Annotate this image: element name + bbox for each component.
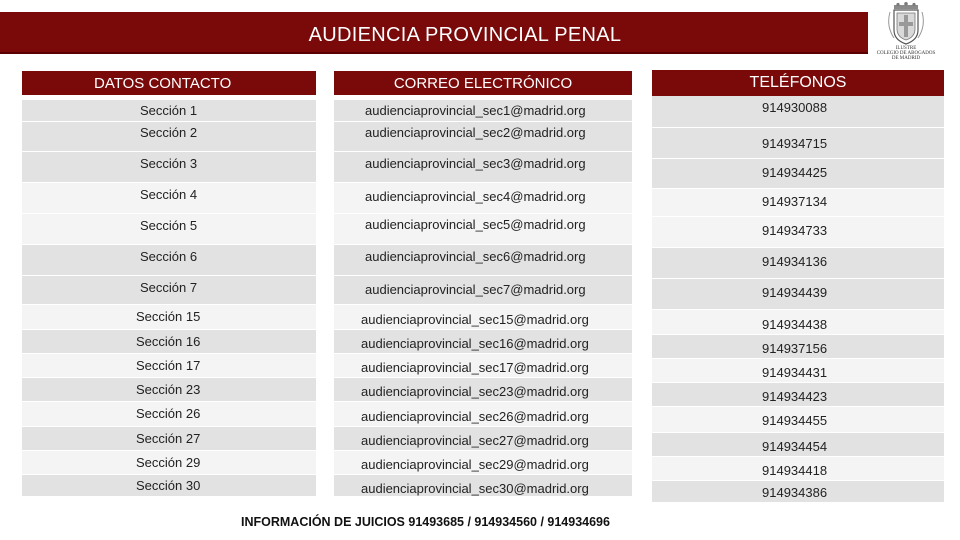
table-row bbox=[334, 245, 632, 276]
table-row bbox=[22, 305, 316, 330]
email-address: audienciaprovincial_sec15@madrid.org bbox=[361, 312, 589, 327]
email-address: audienciaprovincial_sec29@madrid.org bbox=[361, 457, 589, 472]
phone-number: 914937134 bbox=[762, 194, 828, 209]
trial-info-footer: INFORMACIÓN DE JUICIOS 91493685 / 914934560 / 914934696 bbox=[241, 515, 610, 529]
section-name: Sección 23 bbox=[136, 382, 201, 397]
header-correo-electronico: CORREO ELECTRÓNICO bbox=[334, 71, 632, 95]
section-name: Sección 30 bbox=[136, 478, 201, 493]
phone-number: 914934425 bbox=[762, 165, 828, 180]
table-row bbox=[22, 330, 316, 354]
table-row bbox=[334, 152, 632, 183]
phone-number: 914934438 bbox=[762, 317, 828, 332]
header-datos-contacto: DATOS CONTACTO bbox=[22, 71, 316, 95]
table-row bbox=[334, 475, 632, 497]
section-name: Sección 3 bbox=[140, 156, 198, 171]
email-address: audienciaprovincial_sec26@madrid.org bbox=[361, 409, 589, 424]
table-row bbox=[652, 96, 944, 128]
section-name: Sección 4 bbox=[140, 187, 198, 202]
table-row bbox=[334, 402, 632, 427]
email-column bbox=[334, 100, 632, 497]
email-address: audienciaprovincial_sec16@madrid.org bbox=[361, 336, 589, 351]
email-address: audienciaprovincial_sec7@madrid.org bbox=[365, 282, 586, 297]
phone-number: 914934423 bbox=[762, 389, 828, 404]
email-address: audienciaprovincial_sec2@madrid.org bbox=[365, 125, 586, 140]
table-row bbox=[22, 402, 316, 427]
email-address: audienciaprovincial_sec23@madrid.org bbox=[361, 384, 589, 399]
section-name: Sección 15 bbox=[136, 309, 201, 324]
table-row bbox=[334, 378, 632, 402]
table-row bbox=[22, 276, 316, 305]
table-row bbox=[652, 279, 944, 310]
logo-caption: ILUSTRE COLEGIO DE ABOGADOS DE MADRID bbox=[876, 46, 936, 61]
table-row bbox=[652, 359, 944, 383]
table-row bbox=[22, 451, 316, 475]
table-row bbox=[22, 183, 316, 214]
section-name: Sección 16 bbox=[136, 334, 201, 349]
phone-number: 914937156 bbox=[762, 341, 828, 356]
phone-number: 914934431 bbox=[762, 365, 828, 380]
table-row bbox=[652, 159, 944, 189]
phone-number: 914934386 bbox=[762, 485, 828, 500]
section-name: Sección 5 bbox=[140, 218, 198, 233]
phone-number: 914934715 bbox=[762, 136, 828, 151]
header-telefonos: TELÉFONOS bbox=[652, 70, 944, 96]
table-row bbox=[334, 305, 632, 330]
phone-number: 914934455 bbox=[762, 413, 828, 428]
phone-number: 914934733 bbox=[762, 223, 828, 238]
table-row bbox=[652, 248, 944, 279]
table-row bbox=[334, 427, 632, 451]
section-name: Sección 6 bbox=[140, 249, 198, 264]
table-row bbox=[22, 378, 316, 402]
table-row bbox=[652, 481, 944, 503]
table-row bbox=[652, 383, 944, 407]
email-address: audienciaprovincial_sec30@madrid.org bbox=[361, 481, 589, 496]
table-row bbox=[652, 217, 944, 248]
phone-column bbox=[652, 96, 944, 503]
table-row bbox=[334, 122, 632, 152]
table-row bbox=[652, 189, 944, 217]
phone-number: 914934418 bbox=[762, 463, 828, 478]
email-address: audienciaprovincial_sec4@madrid.org bbox=[365, 189, 586, 204]
section-name: Sección 29 bbox=[136, 455, 201, 470]
table-row bbox=[22, 245, 316, 276]
table-row bbox=[22, 122, 316, 152]
table-row bbox=[652, 433, 944, 457]
contact-column bbox=[22, 100, 316, 497]
table-row bbox=[22, 427, 316, 451]
email-address: audienciaprovincial_sec17@madrid.org bbox=[361, 360, 589, 375]
table-row bbox=[334, 276, 632, 305]
table-row bbox=[22, 152, 316, 183]
table-row bbox=[334, 451, 632, 475]
table-row bbox=[652, 457, 944, 481]
phone-number: 914930088 bbox=[762, 100, 828, 115]
section-name: Sección 2 bbox=[140, 125, 198, 140]
table-row bbox=[652, 407, 944, 433]
email-address: audienciaprovincial_sec27@madrid.org bbox=[361, 433, 589, 448]
section-name: Sección 17 bbox=[136, 358, 201, 373]
email-address: audienciaprovincial_sec5@madrid.org bbox=[365, 217, 586, 232]
section-name: Sección 26 bbox=[136, 406, 201, 421]
phone-number: 914934136 bbox=[762, 254, 828, 269]
table-row bbox=[22, 354, 316, 378]
phone-number: 914934439 bbox=[762, 285, 828, 300]
phone-number: 914934454 bbox=[762, 439, 828, 454]
table-row bbox=[334, 354, 632, 378]
page-title: AUDIENCIA PROVINCIAL PENAL bbox=[308, 23, 622, 46]
table-row bbox=[22, 100, 316, 122]
section-name: Sección 27 bbox=[136, 431, 201, 446]
email-address: audienciaprovincial_sec1@madrid.org bbox=[365, 103, 586, 118]
section-name: Sección 1 bbox=[140, 103, 198, 118]
table-row bbox=[334, 214, 632, 245]
table-row bbox=[334, 100, 632, 122]
email-address: audienciaprovincial_sec6@madrid.org bbox=[365, 249, 586, 264]
table-row bbox=[334, 183, 632, 214]
table-row bbox=[334, 330, 632, 354]
email-address: audienciaprovincial_sec3@madrid.org bbox=[365, 156, 586, 171]
table-row bbox=[652, 310, 944, 335]
table-row bbox=[652, 128, 944, 159]
section-name: Sección 7 bbox=[140, 280, 198, 295]
table-row bbox=[22, 214, 316, 245]
table-row bbox=[652, 335, 944, 359]
table-row bbox=[22, 475, 316, 497]
